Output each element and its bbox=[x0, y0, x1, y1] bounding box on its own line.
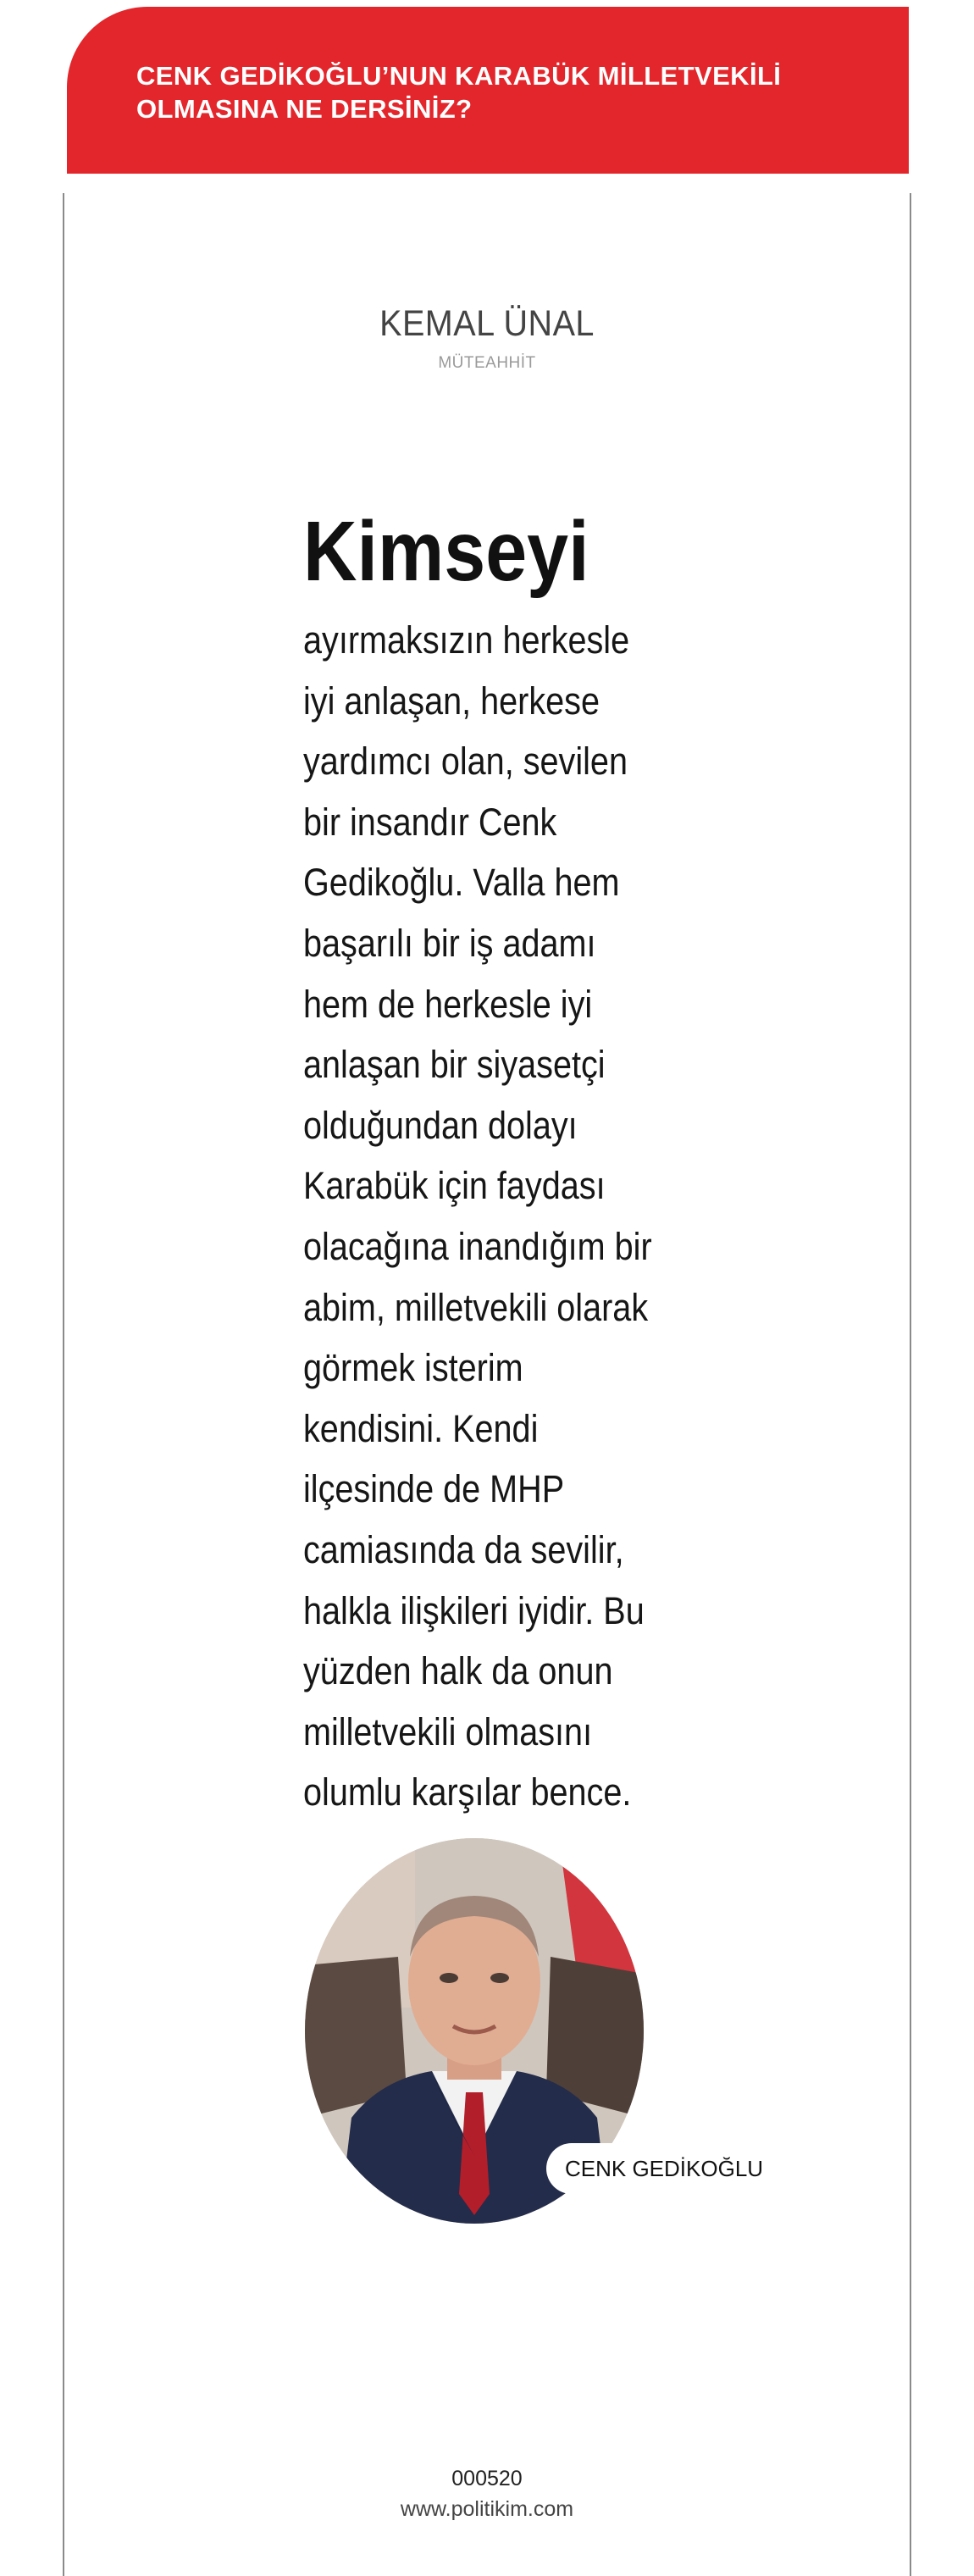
footer-code: 000520 bbox=[451, 2467, 523, 2490]
quote-body: ayırmaksızın herkesle iyi anlaşan, herkese yardımcı olan, sevilen bir insandır Cenk Gedikoğlu. Valla hem başarılı bir iş adamı hem de herkesle iyi anlaşan bir siyasetçi olduğundan dolayı Karabük için faydası olacağına inandığım bir abim, milletvekili olarak görmek isterim kendisini. Kendi ilçesinde de MHP camiasında da sevilir, halkla ilişkileri iyidir. Bu yüzden halk da onun milletvekili olmasını olumlu karşılar bence. bbox=[303, 618, 652, 1814]
right-border-line bbox=[910, 193, 911, 2576]
footer-url: www.politikim.com bbox=[400, 2497, 574, 2521]
page-title: CENK GEDİKOĞLU’NUN KARABÜK MİLLETVEKİLİ OLMASINA NE DERSİNİZ? bbox=[136, 61, 782, 124]
quote-lead-word: Kimseyi bbox=[303, 504, 589, 599]
respondent-name: KEMAL ÜNAL bbox=[379, 303, 595, 344]
header-banner bbox=[67, 7, 909, 174]
respondent-title: MÜTEAHHİT bbox=[438, 354, 536, 372]
photo-caption: CENK GEDİKOĞLU bbox=[546, 2143, 778, 2194]
left-border-line bbox=[63, 193, 64, 2576]
